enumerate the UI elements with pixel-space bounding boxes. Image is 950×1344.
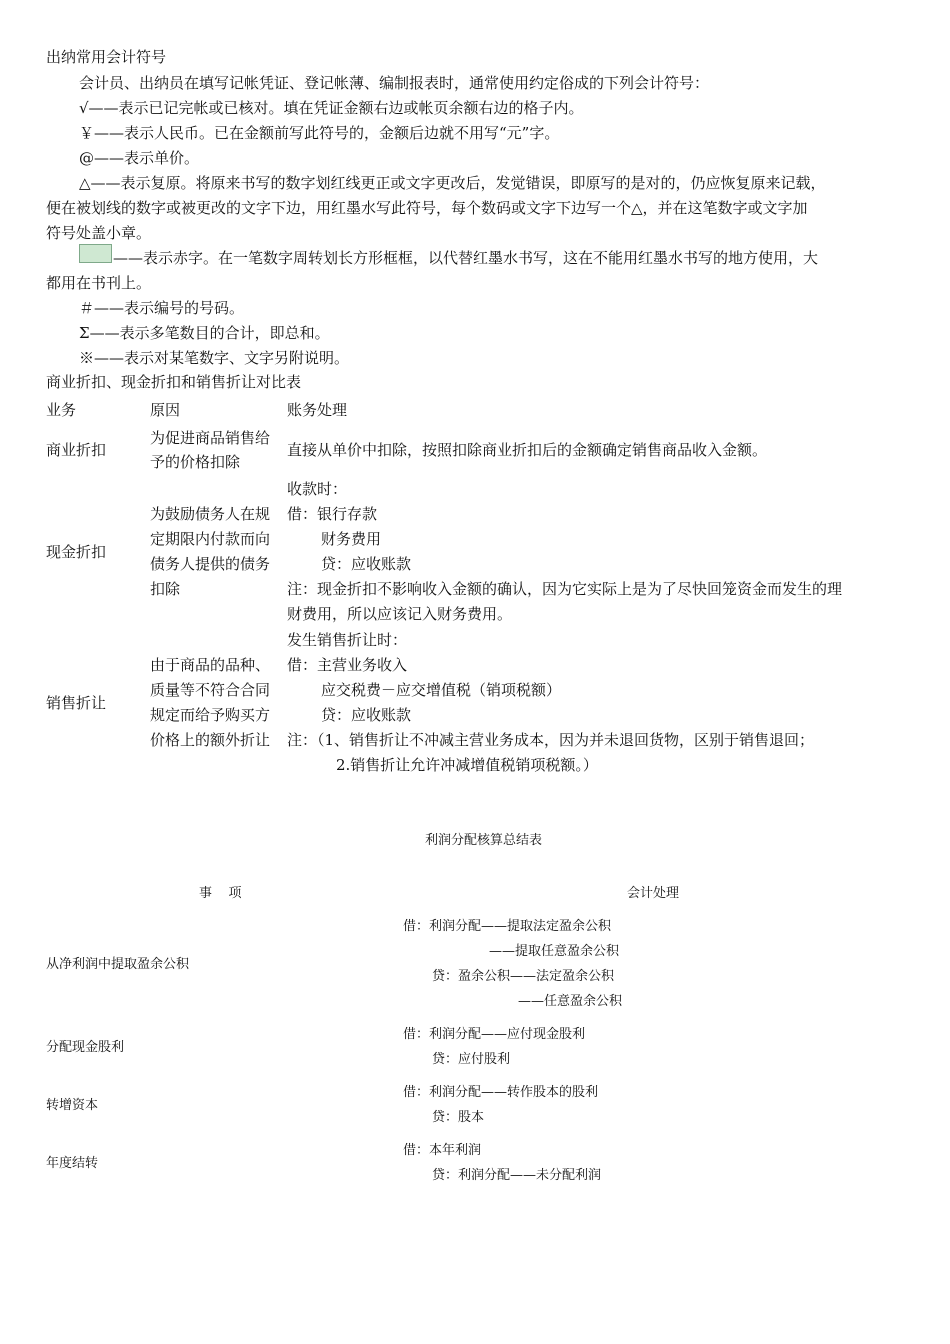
discount-header-business: 业务 (46, 401, 77, 419)
row-cash-treatment-2: 借：银行存款 (287, 505, 378, 523)
red-box-symbol-icon (79, 244, 112, 263)
profit-entry: 借：利润分配——应付现金股利 (403, 1027, 586, 1042)
row-sales-treatment-5: 注：（1、销售折让不冲减主营业务成本，因为并未退回货物，区别于销售退回； (287, 731, 815, 749)
profit-entry: 贷：盈余公积——法定盈余公积 (432, 969, 615, 984)
profit-entry: 贷：利润分配——未分配利润 (432, 1168, 602, 1183)
discount-table-title: 商业折扣、现金折扣和销售折让对比表 (46, 373, 302, 391)
profit-item-capital-increase: 转增资本 (46, 1098, 99, 1113)
check-symbol-line: √——表示已记完帐或已核对。填在凭证金额右边或帐页余额右边的格子内。 (79, 99, 584, 117)
row-sales-reason-3: 规定而给予购买方 (150, 706, 271, 724)
row-cash-treatment-1: 收款时： (287, 480, 348, 498)
profit-table-title: 利润分配核算总结表 (425, 833, 543, 848)
row-sales-treatment-2: 借：主营业务收入 (287, 656, 408, 674)
row-cash-name: 现金折扣 (46, 543, 107, 561)
row-sales-treatment-6: 2.销售折让允许冲减增值税销项税额。） (336, 756, 598, 774)
box-symbol-line-2: 都用在书刊上。 (46, 274, 152, 292)
row-cash-treatment-4: 贷：应收账款 (321, 555, 412, 573)
profit-entry: ——提取任意盈余公积 (489, 944, 620, 959)
profit-entry: 借：利润分配——转作股本的股利 (403, 1085, 599, 1100)
row-cash-treatment-6: 财费用，所以应该记入财务费用。 (287, 605, 513, 623)
row-cash-treatment-3: 财务费用 (321, 530, 382, 548)
hash-symbol-line: ＃——表示编号的号码。 (79, 299, 245, 317)
profit-item-year-end-transfer: 年度结转 (46, 1156, 99, 1171)
triangle-symbol-line-2: 便在被划线的数字或被更改的文字下边，用红墨水写此符号，每个数码或文字下边写一个△，并在这笔数字或文字加 (46, 199, 808, 217)
symbols-title: 出纳常用会计符号 (46, 48, 167, 66)
row-sales-treatment-1: 发生销售折让时： (287, 631, 408, 649)
profit-entry: 贷：股本 (432, 1110, 485, 1125)
profit-header-item: 事 项 (199, 886, 242, 901)
row-sales-reason-2: 质量等不符合合同 (150, 681, 271, 699)
row-commercial-name: 商业折扣 (46, 441, 107, 459)
row-sales-reason-1: 由于商品的品种、 (150, 656, 271, 674)
row-sales-reason-4: 价格上的额外折让 (150, 731, 271, 749)
row-commercial-reason-1: 为促进商品销售给 (150, 429, 271, 447)
at-symbol-line: @——表示单价。 (79, 149, 200, 167)
profit-item-cash-dividend: 分配现金股利 (46, 1040, 125, 1055)
row-cash-reason-1: 为鼓励债务人在规 (150, 505, 271, 523)
profit-item-surplus-reserve: 从净利润中提取盈余公积 (46, 957, 190, 972)
triangle-symbol-line-3: 符号处盖小章。 (46, 224, 152, 242)
discount-header-treatment: 账务处理 (287, 401, 348, 419)
profit-entry: 借：本年利润 (403, 1143, 482, 1158)
note-symbol-line: ※——表示对某笔数字、文字另附说明。 (79, 349, 350, 367)
row-cash-reason-2: 定期限内付款而向 (150, 530, 271, 548)
row-cash-reason-4: 扣除 (150, 580, 181, 598)
row-commercial-reason-2: 予的价格扣除 (150, 453, 241, 471)
box-symbol-line-1: ——表示赤字。在一笔数字周转划长方形框框，以代替红墨水书写，这在不能用红墨水书写的地方使用，大 (113, 249, 819, 267)
profit-entry: ——任意盈余公积 (518, 994, 623, 1009)
row-cash-treatment-5: 注：现金折扣不影响收入金额的确认，因为它实际上是为了尽快回笼资金而发生的理 (287, 580, 843, 598)
profit-entry: 贷：应付股利 (432, 1052, 511, 1067)
discount-header-reason: 原因 (150, 401, 181, 419)
symbols-intro: 会计员、出纳员在填写记帐凭证、登记帐薄、编制报表时，通常使用约定俗成的下列会计符号： (79, 74, 710, 92)
row-sales-name: 销售折让 (46, 694, 107, 712)
sigma-symbol-line: Σ——表示多笔数目的合计，即总和。 (79, 324, 330, 342)
triangle-symbol-line-1: △——表示复原。将原来书写的数字划红线更正或文字更改后，发觉错误，即原写的是对的，仍应恢复原来记载， (79, 174, 826, 192)
profit-entry: 借：利润分配——提取法定盈余公积 (403, 919, 612, 934)
row-commercial-treatment: 直接从单价中扣除，按照扣除商业折扣后的金额确定销售商品收入金额。 (287, 441, 768, 459)
row-sales-treatment-4: 贷：应收账款 (321, 706, 412, 724)
profit-header-treatment: 会计处理 (627, 886, 680, 901)
row-sales-treatment-3: 应交税费－应交增值税（销项税额） (321, 681, 562, 699)
yuan-symbol-line: ￥——表示人民币。已在金额前写此符号的，金额后边就不用写“元”字。 (79, 124, 560, 142)
row-cash-reason-3: 债务人提供的债务 (150, 555, 271, 573)
